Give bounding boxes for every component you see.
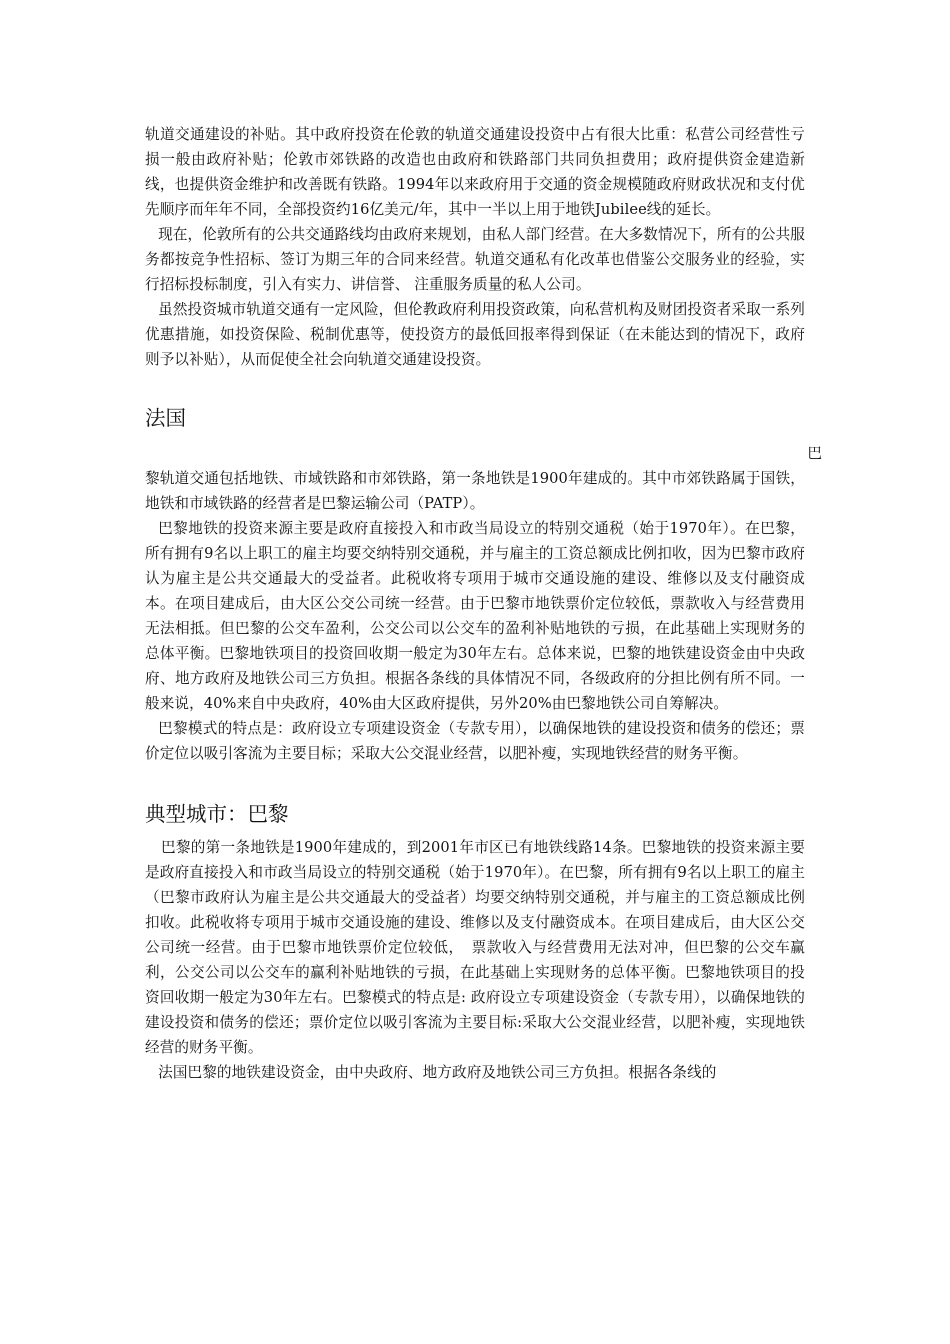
france-paragraph-2: 巴黎地铁的投资来源主要是政府直接投入和市政当局设立的特别交通税（始于1970年）。在巴黎，所有拥有9名以上职工的雇主均要交纳特别交通税，并与雇主的工资总额成比例扣收，因为巴黎市政府认为雇主是公共交通最大的受益者。此税收将专项用于城市交通设施的建设、维修以及支付融资成本。在项目建成后，由大区公交公司统一经营。由于巴黎市地铁票价定位较低，票款收入与经营费用无法相抵。但巴黎的公交车盈利，公交公司以公交车的盈利补贴地铁的亏损，在此基础上实现财务的总体平衡。巴黎地铁项目的投资回收期一般定为30年左右。总体来说，巴黎的地铁建设资金由中央政府、地方政府及地铁公司三方负担。根据各条线的具体情况不同，各级政府的分担比例有所不同。一般来说，40%来自中央政府，40%由大区政府提供，另外20%由巴黎地铁公司自筹解决。 [145,520,805,712]
document-page [145,122,822,1085]
intro-paragraph-2: 现在，伦敦所有的公共交通路线均由政府来规划，由私人部门经营。在大多数情况下，所有的公共服务都按竞争性招标、签订为期三年的合同来经营。轨道交通私有化改革也借鉴公交服务业的经验，实行招标投标制度，引入有实力、讲信誉、 注重服务质量的私人公司。 [145,226,805,293]
paris-paragraph-1: 巴黎的第一条地铁是1900年建成的，到2001年市区已有地铁线路14条。巴黎地铁的投资来源主要是政府直接投入和市政当局设立的特别交通税（始于1970年）。在巴黎，所有拥有9名以上职工的雇主（巴黎市政府认为雇主是公共交通最大的受益者）均要交纳特别交通税，并与雇主的工资总额成比例扣收。此税收将专项用于城市交通设施的建设、维修以及支付融资成本。在项目建成后，由大区公交公司统一经营。由于巴黎市地铁票价定位较低， 票款收入与经营费用无法对冲，但巴黎的公交车赢利，公交公司以公交车的赢利补贴地铁的亏损，在此基础上实现财务的总体平衡。巴黎地铁项目的投资回收期一般定为30年左右。巴黎模式的特点是: 政府设立专项建设资金（专款专用），以确保地铁的建设投资和债务的偿还；票价定位以吸引客流为主要目标:采取大公交混业经营，以肥补瘦，实现地铁经营的财务平衡。 [145,839,805,1056]
intro-paragraph-3: 虽然投资城市轨道交通有一定风险，但伦教政府利用投资政策，向私营机构及财团投资者采取一系列优惠措施，如投资保险、税制优惠等，使投资方的最低回报率得到保证（在未能达到的情况下，政府则予以补贴），从而促使全社会向轨道交通建设投资。 [145,301,805,368]
france-lone-line [145,441,822,466]
france-paragraph-3: 巴黎模式的特点是：政府设立专项建设资金（专款专用），以确保地铁的建设投资和债务的偿还；票价定位以吸引客流为主要目标；采取大公交混业经营，以肥补瘦，实现地铁经营的财务平衡。 [145,720,805,762]
france-lone-char: 巴 [807,445,822,462]
france-paragraph-1: 黎轨道交通包括地铁、市域铁路和市郊铁路，第一条地铁是1900年建成的。其中市郊铁路属于国铁，地铁和市域铁路的经营者是巴黎运输公司（PATP）。 [145,470,805,512]
section-heading-paris: 典型城市：巴黎 [145,802,289,826]
intro-paragraph-1: 轨道交通建设的补贴。其中政府投资在伦敦的轨道交通建设投资中占有很大比重：私营公司经营性亏损一般由政府补贴；伦敦市郊铁路的改造也由政府和铁路部门共同负担费用；政府提供资金建造新线，也提供资金维护和改善既有铁路。1994年以来政府用于交通的资金规模随政府财政状况和支付优先顺序而年年不同，全部投资约16亿美元/年，其中一半以上用于地铁Jubilee线的延长。 [145,126,805,218]
section-heading-france: 法国 [145,406,186,430]
paris-paragraph-2: 法国巴黎的地铁建设资金，由中央政府、地方政府及地铁公司三方负担。根据各条线的 [158,1064,717,1081]
